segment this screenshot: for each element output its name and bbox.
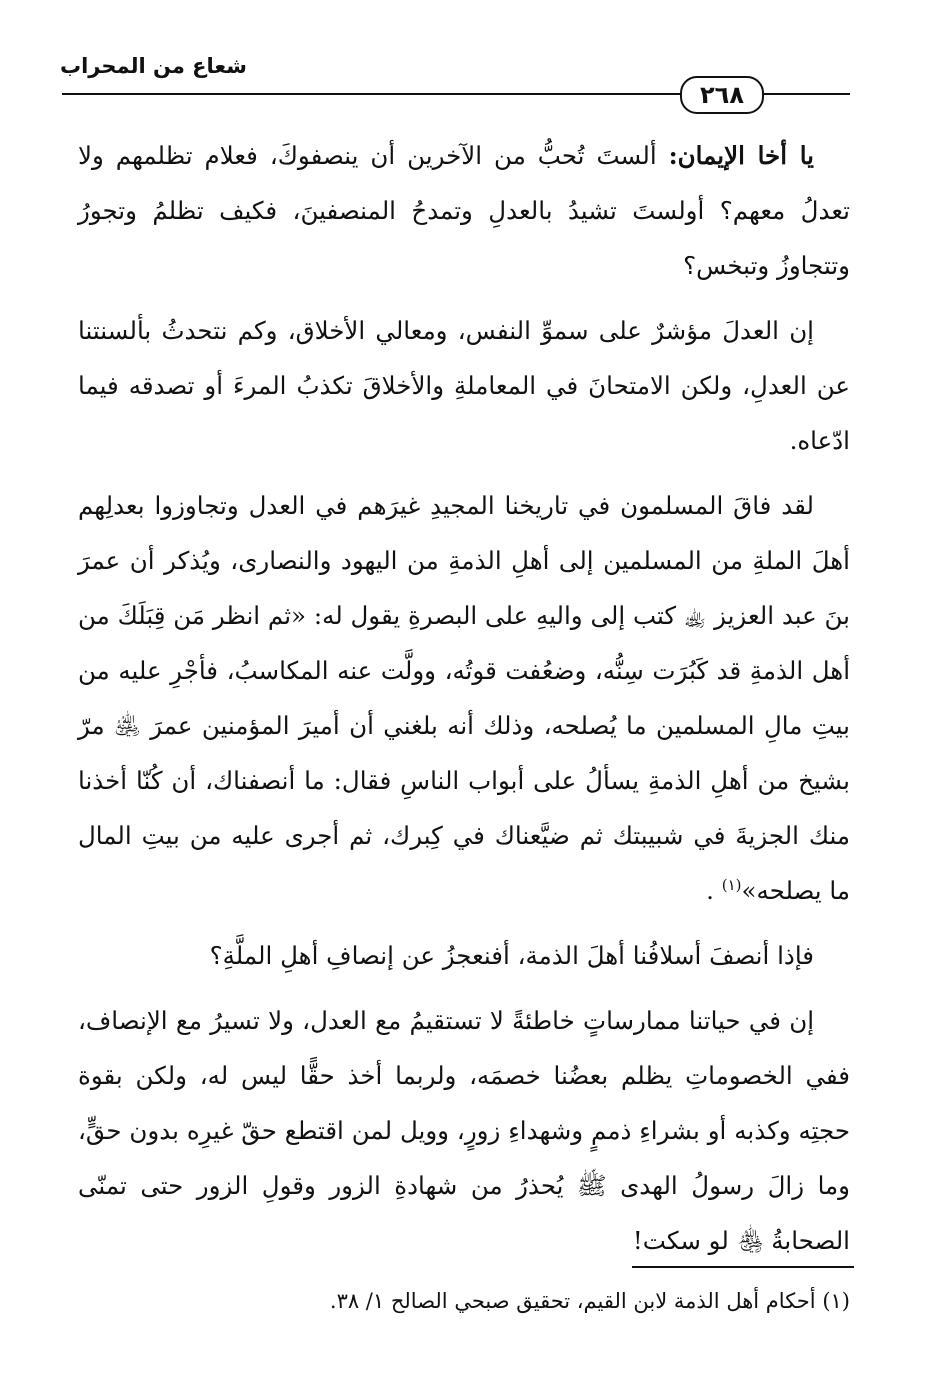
paragraph-1-text: ألستَ تُحبُّ من الآخرين أن ينصفوكَ، فعلام تظلمهم ولا تعدلُ معهم؟ أولستَ تشيدُ بالعدلِ وتمدحُ المنصفينَ، فكيف تظلمُ وتجورُ وتتجاوزُ وتبخس؟ — [78, 141, 850, 280]
paragraph-3 — [78, 478, 850, 918]
body-text — [78, 128, 850, 1278]
paragraph-3-text: لقد فاقَ المسلمون في تاريخنا المجيدِ غيرَهم في العدل وتجاوزوا بعدلِهم أهلَ الملةِ من المسلمين إلى أهلِ الذمةِ من اليهود والنصارى، ويُذكر أن عمرَ بنَ عبد العزيز ﵀ كتب إلى واليهِ على البصرةِ يقول له: «ثم انظر مَن قِبَلَكَ من أهل الذمةِ قد كَبُرَت سِنُّه، وضعُفت قوتُه، وولَّت عنه المكاسبُ، فأجْرِ عليه من بيتِ مالِ المسلمين ما يُصلحه، وذلك أنه بلغني أن أميرَ المؤمنين عمرَ ﵁ مرّ بشيخ من أهلِ الذمةِ يسألُ على أبواب الناسِ فقال: ما أنصفناك، أن كُنّا أخذنا منك الجزيةَ في شبيبتك ثم ضيَّعناك في كِبرك، ثم أجرى عليه من بيتِ المال ما يصلحه» — [78, 491, 850, 905]
paragraph-4: فإذا أنصفَ أسلافُنا أهلَ الذمة، أفنعجزُ عن إنصافِ أهلِ الملَّةِ؟ — [209, 941, 814, 970]
paragraph-3-end: . — [706, 876, 722, 905]
footnote-text: أحكام أهل الذمة لابن القيم، تحقيق صبحي الصالح ١/ ٣٨. — [329, 1289, 816, 1313]
footnote-reference: (١) — [721, 875, 742, 894]
paragraph-1-lead: يا أخا الإيمان: — [668, 141, 814, 170]
paragraph-2: إن العدلَ مؤشرٌ على سموِّ النفس، ومعالي الأخلاق، وكم نتحدثُ بألسنتنا عن العدلِ، ولكن الامتحانَ في المعاملةِ والأخلاقَ تكذبُ المرءَ أو تصدقه فيما ادّعاه. — [78, 316, 850, 455]
footnote — [78, 1284, 850, 1318]
page-number-badge: ٢٦٨ — [680, 76, 764, 114]
footnote-marker: (١) — [822, 1289, 850, 1313]
running-title: شعاع من المحراب — [60, 54, 247, 78]
paragraph-5: إن في حياتنا ممارساتٍ خاطئةً لا تستقيمُ مع العدل، ولا تسيرُ مع الإنصاف، ففي الخصوماتِ يظلم بعضُنا خصمَه، ولربما أخذ حقًّا ليس له، ولكن بقوة حجتِه وكذبه أو بشراءِ ذممٍ وشهداءِ زورٍ، وويل لمن اقتطع حقّ غيرِه بدون حقٍّ، وما زالَ رسولُ الهدى ﷺ يُحذرُ من شهادةِ الزور وقولِ الزور حتى تمنّى الصحابةُ ﵃ لو سكت! — [78, 1006, 850, 1255]
footnote-rule — [632, 1266, 854, 1268]
paragraph-1 — [78, 128, 850, 293]
